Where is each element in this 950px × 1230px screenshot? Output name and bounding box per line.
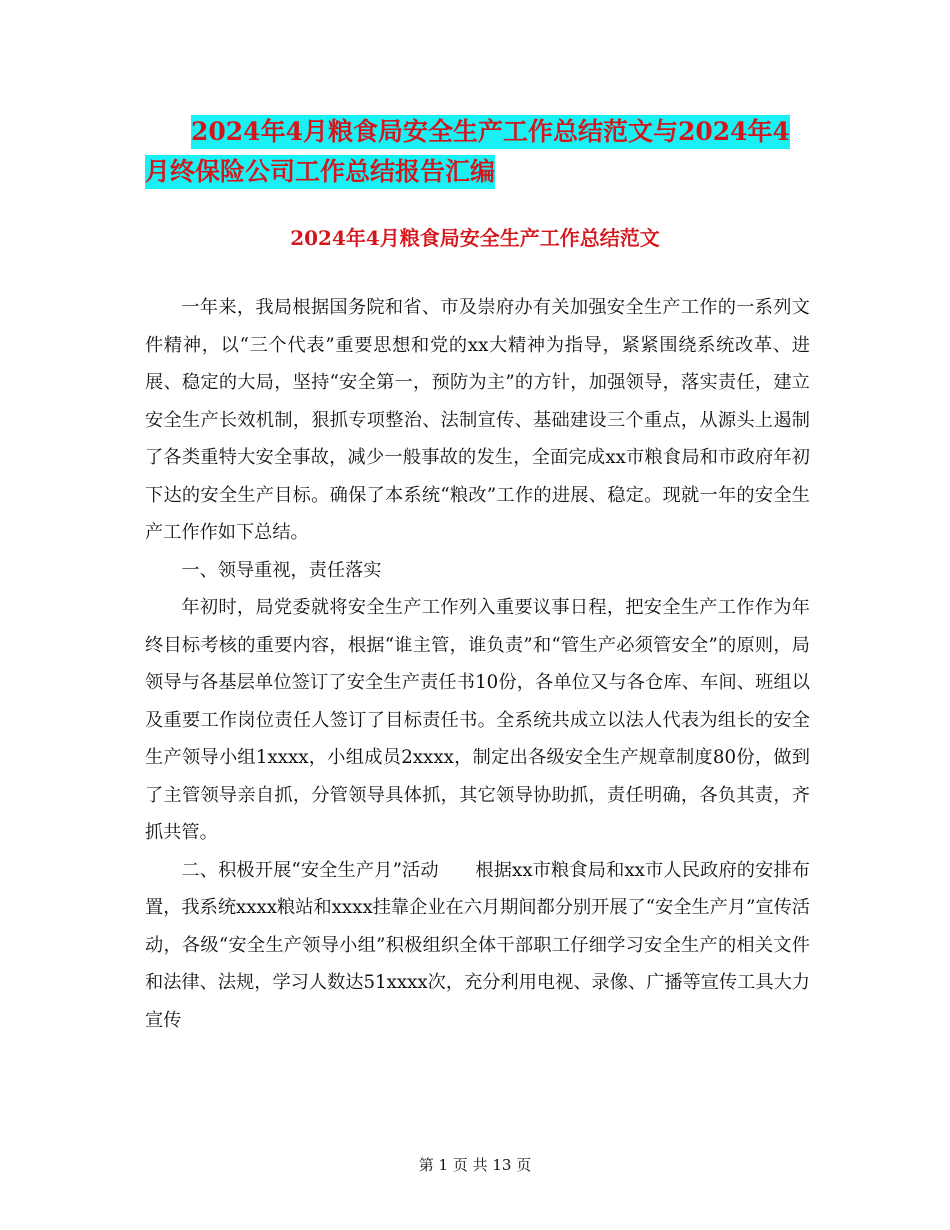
paragraph-responsibility: 年初时，局党委就将安全生产工作列入重要议事日程，把安全生产工作作为年终目标考核的重要内容，根据“谁主管，谁负责”和“管生产必须管安全”的原则，局领导与各基层单位签订了安全生产责任书10份，各单位又与各仓库、车间、班组以及重要工作岗位责任人签订了目标责任书。全系统共成立以法人代表为组长的安全生产领导小组1xxxx，小组成员2xxxx，制定出各级安全生产规章制度80份，做到了主管领导亲自抓，分管领导具体抓，其它领导协助抓，责任明确，各负其责，齐抓共管。 <box>145 597 810 843</box>
footer-total-pages: 13 <box>492 1156 512 1174</box>
footer-suffix: 页 <box>516 1156 532 1174</box>
body-text <box>145 289 810 1039</box>
footer-mid: 页 共 <box>452 1156 488 1174</box>
main-title-line-2-text: 月终保险公司工作总结报告汇编 <box>145 155 495 189</box>
footer-prefix: 第 <box>418 1156 434 1174</box>
main-title-line-2 <box>145 152 825 192</box>
main-title <box>145 112 825 192</box>
paragraph-intro: 一年来，我局根据国务院和省、市及崇府办有关加强安全生产工作的一系列文件精神，以“三个代表”重要思想和党的xx大精神为指导，紧紧围绕系统改革、进展、稳定的大局，坚持“安全第一，预防为主”的方针，加强领导，落实责任，建立安全生产长效机制，狠抓专项整治、法制宣传、基础建设三个重点，从源头上遏制了各类重特大安全事故，减少一般事故的发生，全面完成xx市粮食局和市政府年初下达的安全生产目标。确保了本系统“粮改”工作的进展、稳定。现就一年的安全生产工作作如下总结。 <box>145 297 810 543</box>
page-footer <box>0 1153 950 1177</box>
footer-page-number: 1 <box>438 1156 449 1174</box>
paragraph-safety-month: 二、积极开展“安全生产月”活动 根据xx市粮食局和xx市人民政府的安排布置，我系统xxxx粮站和xxxx挂靠企业在六月期间都分别开展了“安全生产月”宣传活动，各级“安全生产领导小组”积极组织全体干部职工仔细学习安全生产的相关文件和法律、法规，学习人数达51xxxx次，充分利用电视、录像、广播等宣传工具大力宣传 <box>145 859 810 1031</box>
main-title-line-1 <box>145 112 825 152</box>
section-title: 2024年4月粮食局安全生产工作总结范文 <box>290 226 660 250</box>
paragraph-heading-1: 一、领导重视，责任落实 <box>181 559 382 581</box>
main-title-line-1-text: 2024年4月粮食局安全生产工作总结范文与2024年4 <box>191 115 790 149</box>
